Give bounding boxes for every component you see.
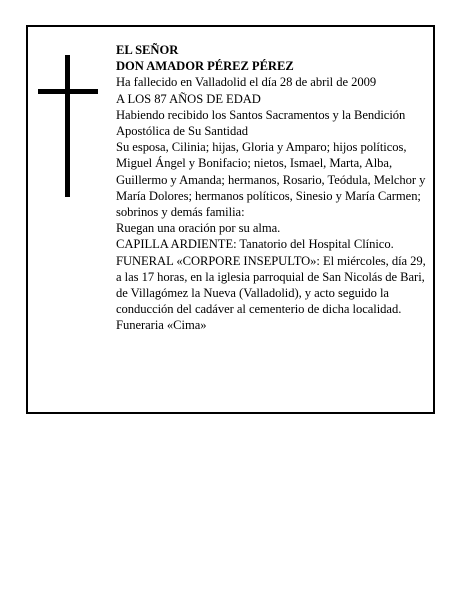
family-list: Su esposa, Cilinia; hijas, Gloria y Amparo; hijos políticos, Miguel Ángel y Bonifacio; nietos, Ismael, Marta, Alba, Guillermo y Amanda; hermanos, Rosario, Teódula, Melchor y María Dolores; hermanos políticos, Sinesio y María Carmen; sobrinos y demás familia: bbox=[116, 140, 426, 220]
funeral-info: FUNERAL «CORPORE INSEPULTO»: El miércoles, día 29, a las 17 horas, en la iglesia parroquial de San Nicolás de Bari, de Villagómez la Nueva (Valladolid), y acto seguido la conducción del cadáver al cementerio de dicha localidad. bbox=[116, 253, 426, 317]
cross-horizontal-bar bbox=[38, 89, 98, 94]
death-info: Ha fallecido en Valladolid el día 28 de abril de 2009 bbox=[116, 75, 377, 90]
funeral-home: Funeraria «Cima» bbox=[116, 318, 207, 333]
cross-icon bbox=[38, 55, 98, 197]
cross-vertical-bar bbox=[65, 55, 70, 197]
sacraments-info: Habiendo recibido los Santos Sacramentos y la Bendición Apostólica de Su Santidad bbox=[116, 107, 406, 139]
notice-text bbox=[116, 42, 432, 334]
age-info: A LOS 87 AÑOS DE EDAD bbox=[116, 91, 261, 106]
prayer-request: Ruegan una oración por su alma. bbox=[116, 221, 281, 236]
obituary-notice bbox=[26, 25, 435, 414]
notice-title: EL SEÑOR bbox=[116, 43, 179, 57]
chapel-info: CAPILLA ARDIENTE: Tanatorio del Hospital Clínico. bbox=[116, 237, 394, 252]
deceased-name: DON AMADOR PÉREZ PÉREZ bbox=[116, 59, 294, 74]
